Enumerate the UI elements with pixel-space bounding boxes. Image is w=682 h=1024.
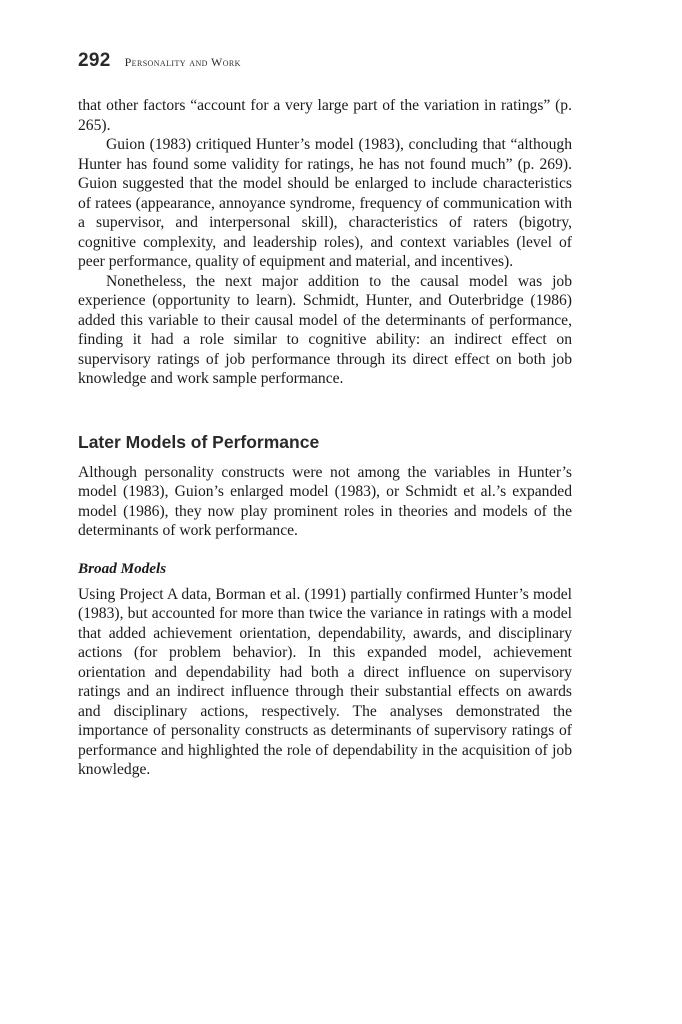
- paragraph-guion-critique: Guion (1983) critiqued Hunter’s model (1983), concluding that “although Hunter has found some validity for ratings, he has not found much” (p. 269). Guion suggested that the model should be enlarged to include characteristics of ratees (appearance, annoyance syndrome, frequency of communication with a supervisor, and interpersonal skill), characteristics of raters (bigotry, cognitive complexity, and leadership roles), and context variables (level of peer performance, quality of equipment and material, and incentives).: [78, 136, 572, 270]
- paragraph-continuation: that other factors “account for a very large part of the variation in ratings” (p. 265).: [78, 97, 572, 134]
- running-head: [78, 50, 572, 80]
- subsection-heading: Broad Models: [78, 559, 167, 577]
- page-number: 292: [78, 50, 111, 71]
- paragraph-job-experience: Nonetheless, the next major addition to the causal model was job experience (opportunity to learn). Schmidt, Hunter, and Outerbridge (1986) added this variable to their causal model of the determinants of performance, finding it had a role similar to cognitive ability: an indirect effect on supervisory ratings of job performance through its direct effect on both job knowledge and work sample performance.: [78, 272, 572, 387]
- paragraph-personality-constructs: Although personality constructs were not among the variables in Hunter’s model (1983), Guion’s enlarged model (1983), or Schmidt et al.’s expanded model (1986), they now play prominent roles in theories and models of the determinants of work performance.: [78, 463, 572, 539]
- book-page: [78, 50, 572, 780]
- paragraph-broad-models: Using Project A data, Borman et al. (1991) partially confirmed Hunter’s model (1983), but accounted for more than twice the variance in ratings with a model that added achievement orientation, dependability, awards, and disciplinary actions (for problem behavior). In this expanded model, achievement orientation and dependability had both a direct influence on supervisory ratings and an indirect influence through their substantial effects on awards and disciplinary actions, respectively. The analyses demonstrated the importance of personality constructs as determinants of supervisory ratings of performance and highlighted the role of dependability in the acquisition of job knowledge.: [78, 585, 572, 778]
- section-heading: Later Models of Performance: [78, 431, 320, 452]
- running-title: Personality and Work: [124, 55, 241, 69]
